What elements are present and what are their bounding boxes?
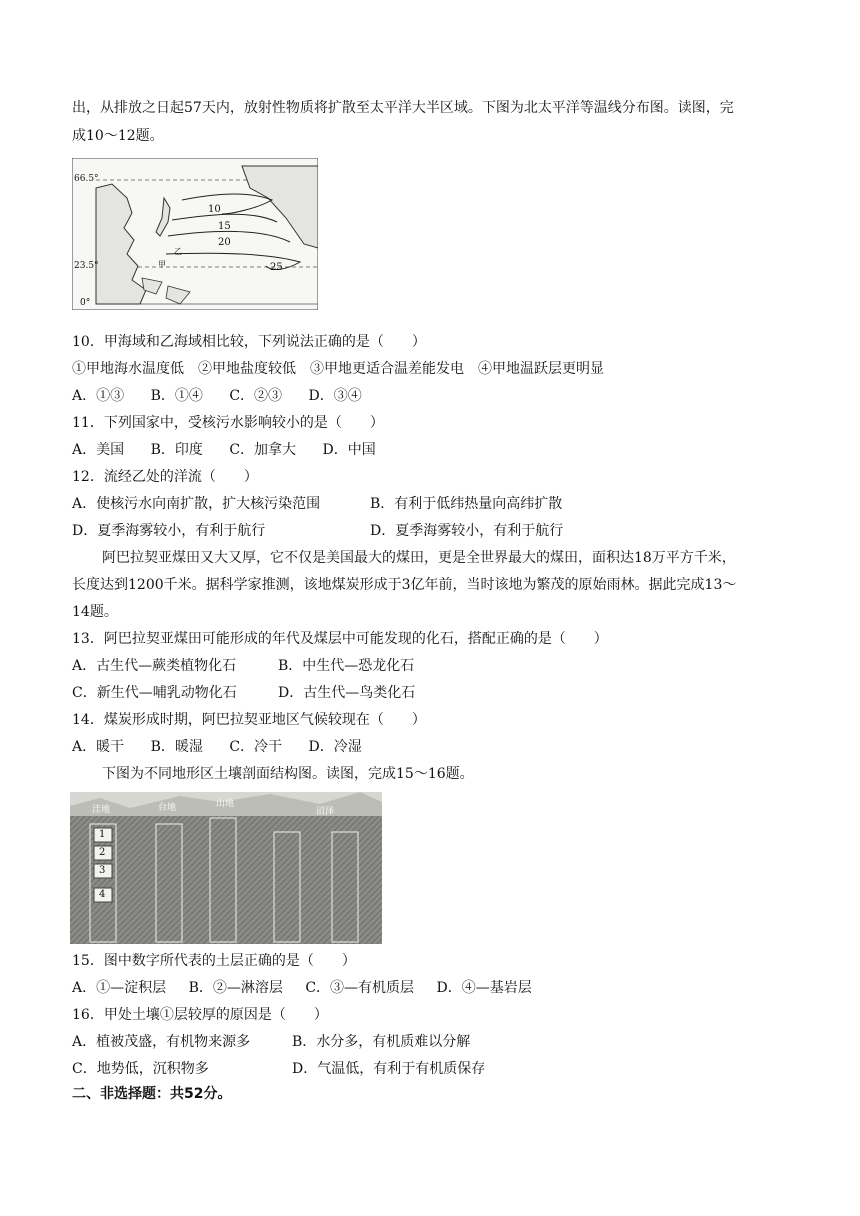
q10-stem: 10．甲海域和乙海域相比较，下列说法正确的是（ ） [72,334,426,350]
isotherm-map [72,158,318,310]
q14-stem: 14．煤炭形成时期，阿巴拉契亚地区气候较现在（ ） [72,712,426,728]
q14-option-a[interactable]: A．暖干 [72,739,125,755]
intro-line-2: 成10～12题。 [72,128,164,144]
q16-option-b[interactable]: B．水分多，有机质难以分解 [292,1034,471,1050]
q15-option-c[interactable]: C．③—有机质层 [305,980,415,996]
q11-option-d[interactable]: D．中国 [322,442,376,458]
q11-option-a[interactable]: A．美国 [72,442,125,458]
q13-option-d[interactable]: D．古生代—鸟类化石 [278,685,416,701]
soil-label-shandi: 山地 [216,799,235,809]
isotherm-label-15: 15 [218,221,231,232]
q10-option-d[interactable]: D．③④ [308,388,362,404]
q14-options [72,737,384,757]
soil-label-zhaoze: 沼泽 [316,807,335,817]
q12-option-b[interactable]: B．有利于低纬热量向高纬扩散 [370,496,563,512]
q10-option-c[interactable]: C．②③ [229,388,283,404]
q12-option-c[interactable]: D．夏季海雾较小，有利于航行 [72,523,266,539]
soil-label-taidi: 台地 [158,803,177,813]
q14-option-d[interactable]: D．冷湿 [308,739,362,755]
passage3: 下图为不同地形区土壤剖面结构图。读图，完成15～16题。 [102,766,474,782]
q15-options [72,978,554,998]
q13-option-c[interactable]: C．新生代—哺乳动物化石 [72,685,237,701]
q15-stem: 15．图中数字所代表的土层正确的是（ ） [72,953,356,969]
q11-option-c[interactable]: C．加拿大 [229,442,297,458]
place-label-yi: 乙 [174,247,182,256]
lat-label-66: 66.5° [74,174,99,184]
soil-label-wadi: 洼地 [92,805,111,815]
passage2-line-1: 阿巴拉契亚煤田又大又厚，它不仅是美国最大的煤田，更是全世界最大的煤田，面积达18万平方千米， [102,550,736,566]
q13-option-b[interactable]: B．中生代—恐龙化石 [278,658,415,674]
q16-option-a[interactable]: A．植被茂盛，有机物来源多 [72,1034,251,1050]
isotherm-label-25: 25 [270,262,283,273]
q12-stem: 12．流经乙处的洋流（ ） [72,469,258,485]
soil-layer-1: 1 [99,829,106,840]
q11-options [72,440,398,460]
q12-option-a[interactable]: A．使核污水向南扩散，扩大核污染范围 [72,496,321,512]
passage2-line-3: 14题。 [72,604,118,620]
q11-option-b[interactable]: B．印度 [150,442,203,458]
soil-profile-figure [70,792,382,944]
q13-stem: 13．阿巴拉契亚煤田可能形成的年代及煤层中可能发现的化石，搭配正确的是（ ） [72,631,608,647]
passage2-line-2: 长度达到1200千米。据科学家推测，该地煤炭形成于3亿年前，当时该地为繁茂的原始雨林。据此完成13～ [72,577,737,593]
isotherm-map-graphic [72,158,318,310]
q13-option-a[interactable]: A．古生代—蕨类植物化石 [72,658,237,674]
section2-heading: 二、非选择题：共52分。 [72,1086,232,1102]
isotherm-label-20: 20 [218,237,231,248]
place-label-jia: 甲 [158,260,166,269]
soil-layer-2: 2 [99,847,106,858]
q10-statements: ①甲地海水温度低 ②甲地盐度较低 ③甲地更适合温差能发电 ④甲地温跃层更明显 [72,361,604,377]
q11-stem: 11．下列国家中，受核污水影响较小的是（ ） [72,415,384,431]
q12-option-d[interactable]: D．夏季海雾较小，有利于航行 [370,523,564,539]
isotherm-label-10: 10 [208,204,221,215]
lat-label-23: 23.5° [74,261,99,271]
q10-options [72,386,384,406]
soil-layer-3: 3 [99,865,106,876]
q10-option-b[interactable]: B．①④ [150,388,203,404]
lat-label-0: 0° [80,298,91,308]
q15-option-b[interactable]: B．②—淋溶层 [188,980,283,996]
soil-layer-4: 4 [99,889,106,900]
q16-option-c[interactable]: C．地势低，沉积物多 [72,1061,209,1077]
q14-option-b[interactable]: B．暖湿 [150,739,203,755]
q16-option-d[interactable]: D．气温低，有利于有机质保存 [292,1061,486,1077]
soil-profile-graphic [70,792,382,944]
q16-stem: 16．甲处土壤①层较厚的原因是（ ） [72,1007,328,1023]
q10-option-a[interactable]: A．①③ [72,388,125,404]
q15-option-d[interactable]: D．④—基岩层 [436,980,532,996]
intro-line-1: 出，从排放之日起57天内，放射性物质将扩散至太平洋大半区域。下图为北太平洋等温线分布图。读图，完 [72,100,734,116]
q15-option-a[interactable]: A．①—淀积层 [72,980,167,996]
q14-option-c[interactable]: C．冷干 [229,739,283,755]
